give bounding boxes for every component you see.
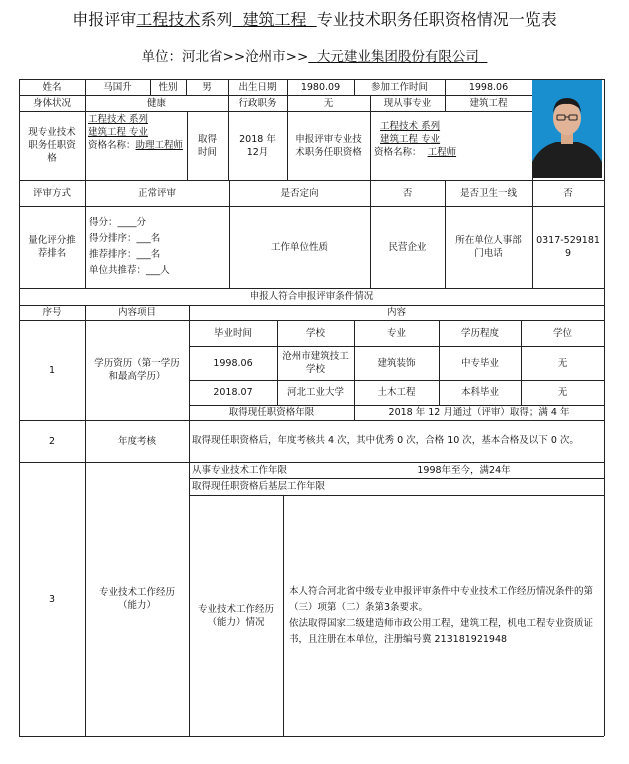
birth-label: 出生日期 [238,81,277,93]
edu-row2-major: 土木工程 [377,387,416,398]
col-item-header: 内容项目 [117,307,156,318]
col-content-header: 内容 [386,307,406,318]
apply-title-value: 工程技术 系列 建筑工程 专业 资格名称： 工程师 [374,121,457,158]
admin-post-value: 无 [323,97,334,109]
health-frontline-label: 是否卫生一线 [459,187,517,199]
col-no-header: 序号 [42,307,62,318]
directed-value: 否 [402,187,413,199]
applicant-photo [532,80,602,178]
review-method-label: 评审方式 [32,187,71,199]
ability-item: 专业技术工作经历（能力） [98,587,175,611]
unit-nature-label: 工作单位性质 [270,241,328,253]
edu-header-school: 学校 [305,327,325,339]
edu-row2-school: 河北工业大学 [286,387,344,398]
hr-phone-value: 0317-5291819 [536,235,600,259]
edu-row1-degree: 无 [557,357,568,369]
health-value: 健康 [146,97,166,109]
edu-header-grad-time: 毕业时间 [213,327,252,339]
qualification-years-label: 取得现任职资格年限 [228,407,315,418]
current-specialty-value: 建筑工程 [469,97,508,109]
edu-row1-level: 中专毕业 [460,357,499,369]
current-specialty-label: 现从事专业 [383,97,432,109]
exam-no: 2 [48,435,56,447]
birth-value: 1980.09 [300,81,341,93]
work-start-value: 1998.06 [468,81,509,93]
obtain-time-label: 取得时间 [197,133,217,158]
grassroots-years-label: 取得现任职资格后基层工作年限 [192,481,326,492]
qualification-years-value: 2018 年 12 月通过（评审）取得；满 4 年 [388,407,570,418]
unit-line: 单位：河北省>>沧州市>> 大元建业集团股份有限公司 [141,49,479,65]
ability-text: 本人符合河北省中级专业申报评审条件中专业技术工作经历情况条件的第（三）项第（二）条第3条要求。 依法取得国家二级建造师市政公用工程，建筑工程，机电工程专业资质证书，且注册在本单位，注册编号冀 213181921948 [289,585,594,645]
health-label: 身体状况 [32,97,71,109]
work-years-value: 1998年至今，满24年 [417,464,511,476]
work-years-label: 从事专业技术工作年限 [192,464,288,476]
section-header: 申报人符合申报评审条件情况 [249,291,374,302]
obtain-time-value: 2018 年 12月 [239,133,276,158]
unit-nature-value: 民营企业 [388,241,427,253]
edu-header-major: 专业 [386,327,406,339]
edu-header-level: 学历程度 [460,327,499,339]
ability-sub-label: 专业技术工作经历（能力）情况 [197,603,274,628]
exam-item: 年度考核 [117,435,156,447]
hr-phone-label: 所在单位人事部门电话 [455,235,522,259]
edu-row2-time: 2018.07 [213,387,253,398]
edu-no: 1 [48,364,56,376]
edu-row1-time: 1998.06 [213,357,253,369]
current-title-value: 工程技术 系列 建筑工程 专业 资格名称：助理工程师 [88,114,184,151]
exam-text: 取得现任职资格后，年度考核共 4 次，其中优秀 0 次，合格 10 次，基本合格及以下 0 次。 [192,435,579,446]
directed-label: 是否定向 [280,187,319,199]
gender-value: 男 [202,81,212,93]
health-frontline-value: 否 [563,187,573,199]
edu-row2-degree: 无 [557,387,568,398]
gender-label: 性别 [158,81,178,93]
page-title: 申报评审工程技术系列 建筑工程 专业技术职务任职资格情况一览表 [72,10,557,29]
apply-title-label: 申报评审专业技术职务任职资格 [295,133,362,158]
score-value: 得分：____分 得分排序：___名 推荐排序：___名 单位共推荐：___人 [89,217,170,276]
edu-item: 学历资历（第一学历和最高学历） [94,358,180,382]
edu-row2-level: 本科毕业 [460,387,499,398]
name-label: 姓名 [42,81,62,93]
admin-post-label: 行政职务 [238,97,277,109]
name-value: 马国升 [103,81,132,93]
edu-row1-major: 建筑装饰 [377,357,416,369]
score-label: 量化评分推荐排名 [28,235,76,259]
current-title-label: 现专业技术职务任职资格 [28,127,76,164]
edu-row1-school: 沧州市建筑技工学校 [282,351,349,375]
grassroots-years-value [389,478,604,495]
review-method-value: 正常评审 [137,187,176,199]
ability-no: 3 [48,593,56,605]
edu-header-degree: 学位 [552,327,572,339]
work-start-label: 参加工作时间 [370,81,428,93]
